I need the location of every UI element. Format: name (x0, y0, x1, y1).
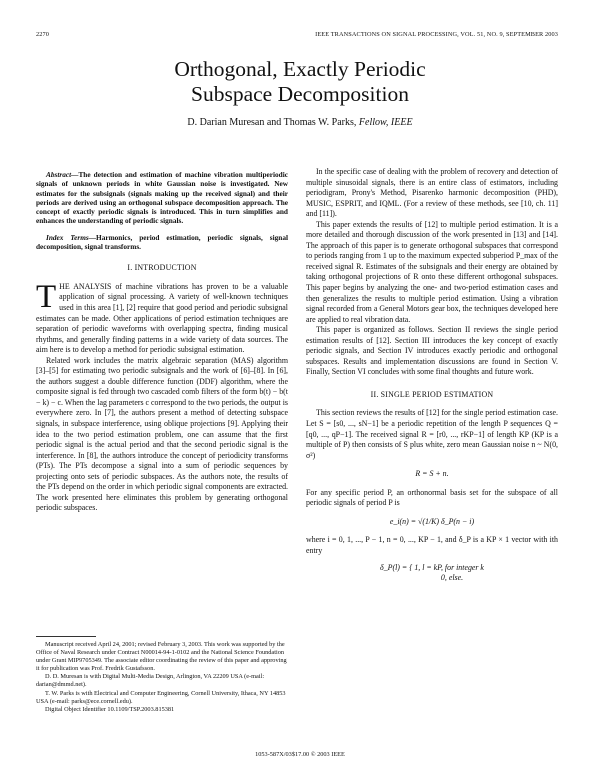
dropcap: T (36, 278, 57, 315)
section2-paragraph-2: For any specific period P, an orthonormal basis set for the subspace of all periodic signals of period P is (306, 487, 558, 508)
intro-paragraph-2: Related work includes the matrix algebraic separation (MAS) algorithm [3]–[5] for estimating two periodic subsignals and the work of [6]–[8]. In [6], the authors suggest a double difference function (DDF) algorithm, where the composite signal is fed through two cascaded comb filters of the form b(t) − b(t − k) − c. When the lag parameters c correspond to the two periods, the output is everywhere zero. In [7], the authors present a method of detecting subspace signals, in subspace interference, using oblique projections [9]. Applying their idea to the two period estimation problem, one can assume that the first periodic signal is the actual period and that the second periodic signal is the interference. In [8], the authors introduce the concept of periodicity transforms (PTs). The PTs decompose a signal into a sum of periodic sequences by projecting onto sets of periodic subspaces. As the authors note, the results of the PTs depend on the order in which periodic signal components are extracted. The work presented here eliminates this problem by generating orthogonal periodic subspaces. (36, 355, 288, 513)
title-line-1: Orthogonal, Exactly Periodic (174, 57, 426, 81)
abstract-text: The detection and estimation of machine vibration multiperiodic signals of unknown periods in white Gaussian noise is investigated. New estimates for the subsignals (signals making up the received signal) and their periods are derived using an orthogonal subspace decomposition approach. The concept of exactly periodic signals is introduced. This in turn simplifies and enhances the understanding of periodic signals. (36, 170, 288, 226)
section2-paragraph-1: This section reviews the results of [12] for the single period estimation case. Let S = [s0, ..., sN−1] be a periodic repetition of the length P sequences Q = [q0, ..., qP−1]. The received signal R = [r0, ..., rKP−1] of length KP (KP is a multiple of P) then consists of S plus white, zero mean Gaussian noise n ~ N(0, σ²) (306, 408, 558, 460)
right-paragraph-3: This paper is organized as follows. Section II reviews the single period estimation results of [12]. Section III introduces the key concept of exactly periodic signals, and Section IV introduces exactly periodic and orthogonal subspaces. Results and implementation discussions are found in Section V. Finally, Section VI concludes with some final thoughts and future work. (306, 325, 558, 377)
equation-2: e_i(n) = √(1/K) δ_P(n − i) (389, 516, 475, 526)
title-line-2: Subspace Decomposition (191, 82, 409, 106)
paper-title (0, 57, 600, 107)
page-number: 2270 (36, 31, 49, 38)
section2-paragraph-3: where i = 0, 1, ..., P − 1, n = 0, ..., KP − 1, and δ_P is a KP × 1 vector with ith entry (306, 535, 558, 555)
footnote-manuscript: Manuscript received April 24, 2001; revised February 3, 2003. This work was supported by the Office of Naval Research under Contract N00014-94-1-0102 and the National Science Foundation under Grant MIP9705349. The associate editor coordinating the review of this paper and approving it for publication was Prof. Fredrik Gustafsson. (36, 641, 287, 673)
right-paragraph-1: In the specific case of dealing with the problem of recovery and detection of multiple sinusoidal signals, there is an entire class of estimators, including periodigram, Prony's Method, Pisarenko harmonic decomposition (PHD), MUSIC, ESPRIT, and IQML. (For a review of these methods, see [10, ch. 11] and [11]). (306, 167, 558, 219)
equation-3-line-1: δ_P(l) = { 1, l = kP, for integer k (380, 562, 484, 572)
index-terms-label: Index Terms— (46, 232, 97, 242)
index-terms-text: Harmonics, period estimation, periodic signals, signal decomposition, signal transforms. (36, 232, 288, 252)
footnote-doi: Digital Object Identifier 10.1109/TSP.2003.815381 (45, 705, 175, 713)
intro-p1-text: HE ANALYSIS of machine vibrations has proven to be a valuable application of signal processing. A variety of well-known techniques used in this area [1], [2] require that good period and periodic subsignal estimates can be made. Other applications of period estimation techniques are separation of periodic waveforms with overlapping spectra, finding musical rhythms, and generally finding patterns in a wide variety of data sources. The aim here is to develop a method for periodic subsignal estimation. (36, 281, 288, 355)
intro-paragraph-1 (36, 278, 288, 356)
section-heading-introduction: I. INTRODUCTION (127, 263, 197, 273)
index-terms (36, 233, 288, 252)
copyright-line: 1053-587X/03$17.00 © 2003 IEEE (255, 751, 345, 758)
equation-1: R = S + n. (415, 469, 449, 479)
equation-3-line-2: 0, else. (440, 573, 464, 583)
footnote-rule (36, 636, 96, 637)
author-fellow: Fellow, IEEE (358, 117, 413, 128)
author-names: D. Darian Muresan and Thomas W. Parks, (187, 117, 357, 128)
abstract-label: Abstract— (46, 170, 79, 179)
footnote-author-2: T. W. Parks is with Electrical and Computer Engineering, Cornell University, Ithaca, NY 14853 USA (e-mail: parks@ece.cornell.edu). (36, 689, 286, 705)
authors (0, 117, 600, 128)
right-column (306, 167, 558, 584)
right-paragraph-2: This paper extends the results of [12] to multiple period estimation. It is a more detailed and thorough discussion of the work presented in [13] and [14]. The approach of this paper is to generate orthogonal subspaces that correspond to periods ranging from 1 up to the maximum expected subperiod P_max of the received signal R. Estimates of the subsignals and their energy are obtained by taking orthogonal projections of R onto these different orthogonal subspaces. This paper begins by analyzing the one- and two-period estimation cases and then generalizes the results to multiple period estimation. Using a vibration signal recorded from a General Motors gear box, the techniques developed here are applied to real vibration data. (306, 219, 558, 324)
abstract (36, 170, 288, 226)
section-heading-single-period: II. SINGLE PERIOD ESTIMATION (370, 389, 494, 399)
journal-header: IEEE TRANSACTIONS ON SIGNAL PROCESSING, VOL. 51, NO. 9, SEPTEMBER 2003 (315, 31, 558, 38)
left-column (36, 170, 288, 514)
equation-3 (306, 563, 558, 584)
footnotes (36, 636, 288, 714)
footnote-author-1: D. D. Muresan is with Digital Multi-Media Design, Arlington, VA 22209 USA (e-mail: darian@dmmd.net). (36, 673, 265, 689)
